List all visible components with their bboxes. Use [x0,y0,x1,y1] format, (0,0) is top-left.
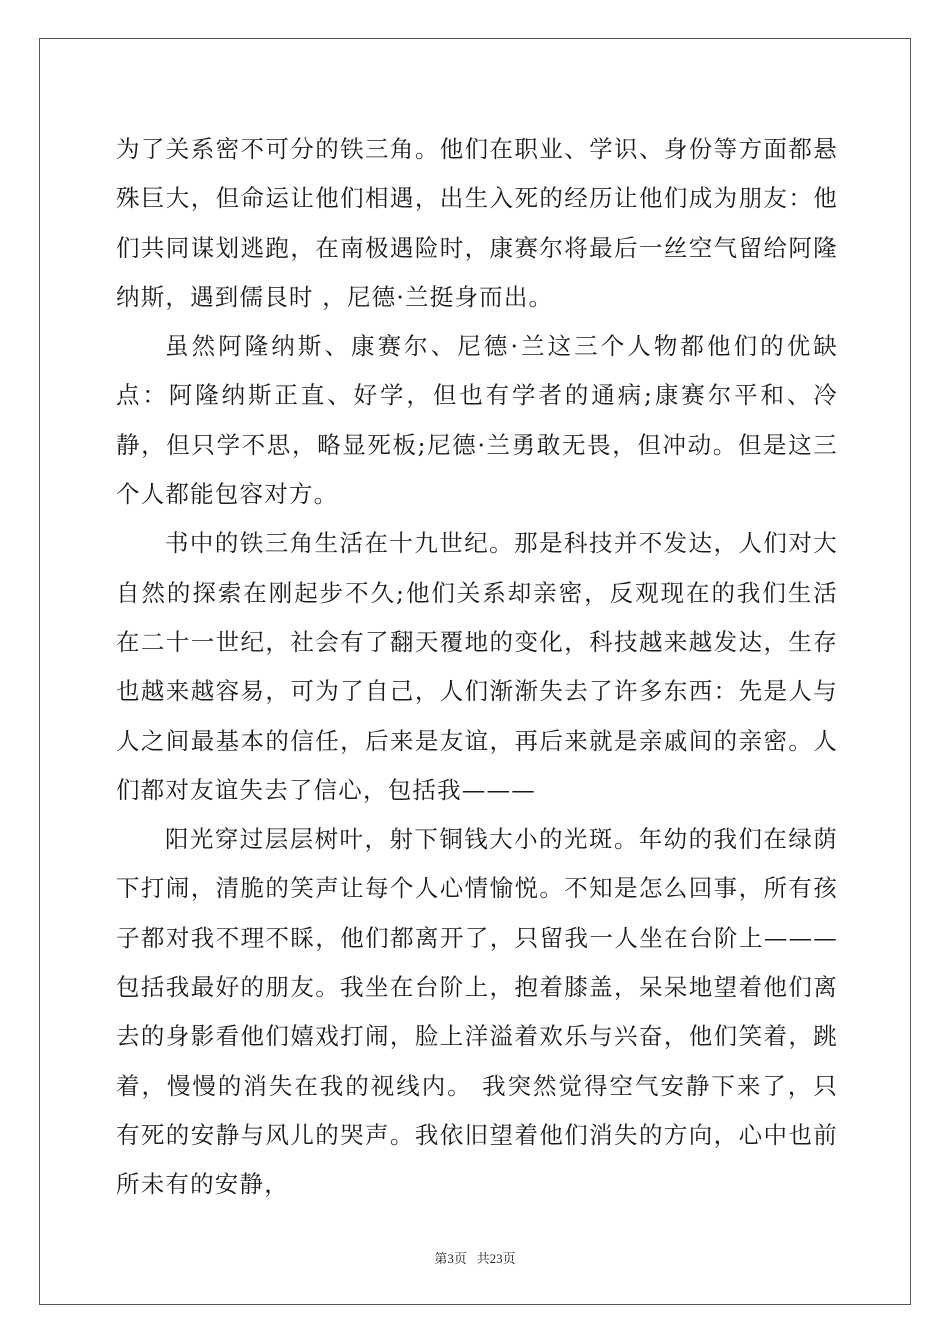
page-footer [0,1248,950,1267]
paragraph-4: 阳光穿过层层树叶，射下铜钱大小的光斑。年幼的我们在绿荫下打闹，清脆的笑声让每个人心情愉悦。不知是怎么回事，所有孩子都对我不理不睬，他们都离开了，只留我一人坐在台阶上———包括我最好的朋友。我坐在台阶上，抱着膝盖，呆呆地望着他们离去的身影看他们嬉戏打闹，脸上洋溢着欢乐与兴奋，他们笑着，跳着，慢慢的消失在我的视线内。 我突然觉得空气安静下来了，只有死的安静与风儿的哭声。我依旧望着他们消失的方向，心中也前所未有的安静， [116,825,838,1199]
paragraph-3: 书中的铁三角生活在十九世纪。那是科技并不发达，人们对大自然的探索在刚起步不久;他们关系却亲密，反观现在的我们生活在二十一世纪，社会有了翻天覆地的变化，科技越来越发达，生存也越来越容易，可为了自己，人们渐渐失去了许多东西：先是人与人之间最基本的信任，后来是友谊，再后来就是亲戚间的亲密。人们都对友谊失去了信心，包括我——— [116,529,838,804]
page-number: 第3页 [434,1251,467,1266]
document-body [116,125,838,1210]
page-total: 共23页 [476,1251,516,1266]
paragraph-1: 为了关系密不可分的铁三角。他们在职业、学识、身份等方面都悬殊巨大，但命运让他们相遇，出生入死的经历让他们成为朋友：他们共同谋划逃跑，在南极遇险时，康赛尔将最后一丝空气留给阿隆纳斯，遇到儒艮时 ，尼德·兰挺身而出。 [116,135,838,311]
paragraph-2: 虽然阿隆纳斯、康赛尔、尼德·兰这三个人物都他们的优缺点：阿隆纳斯正直、好学，但也有学者的通病;康赛尔平和、冷静，但只学不思，略显死板;尼德·兰勇敢无畏，但冲动。但是这三个人都能包容对方。 [116,332,838,509]
